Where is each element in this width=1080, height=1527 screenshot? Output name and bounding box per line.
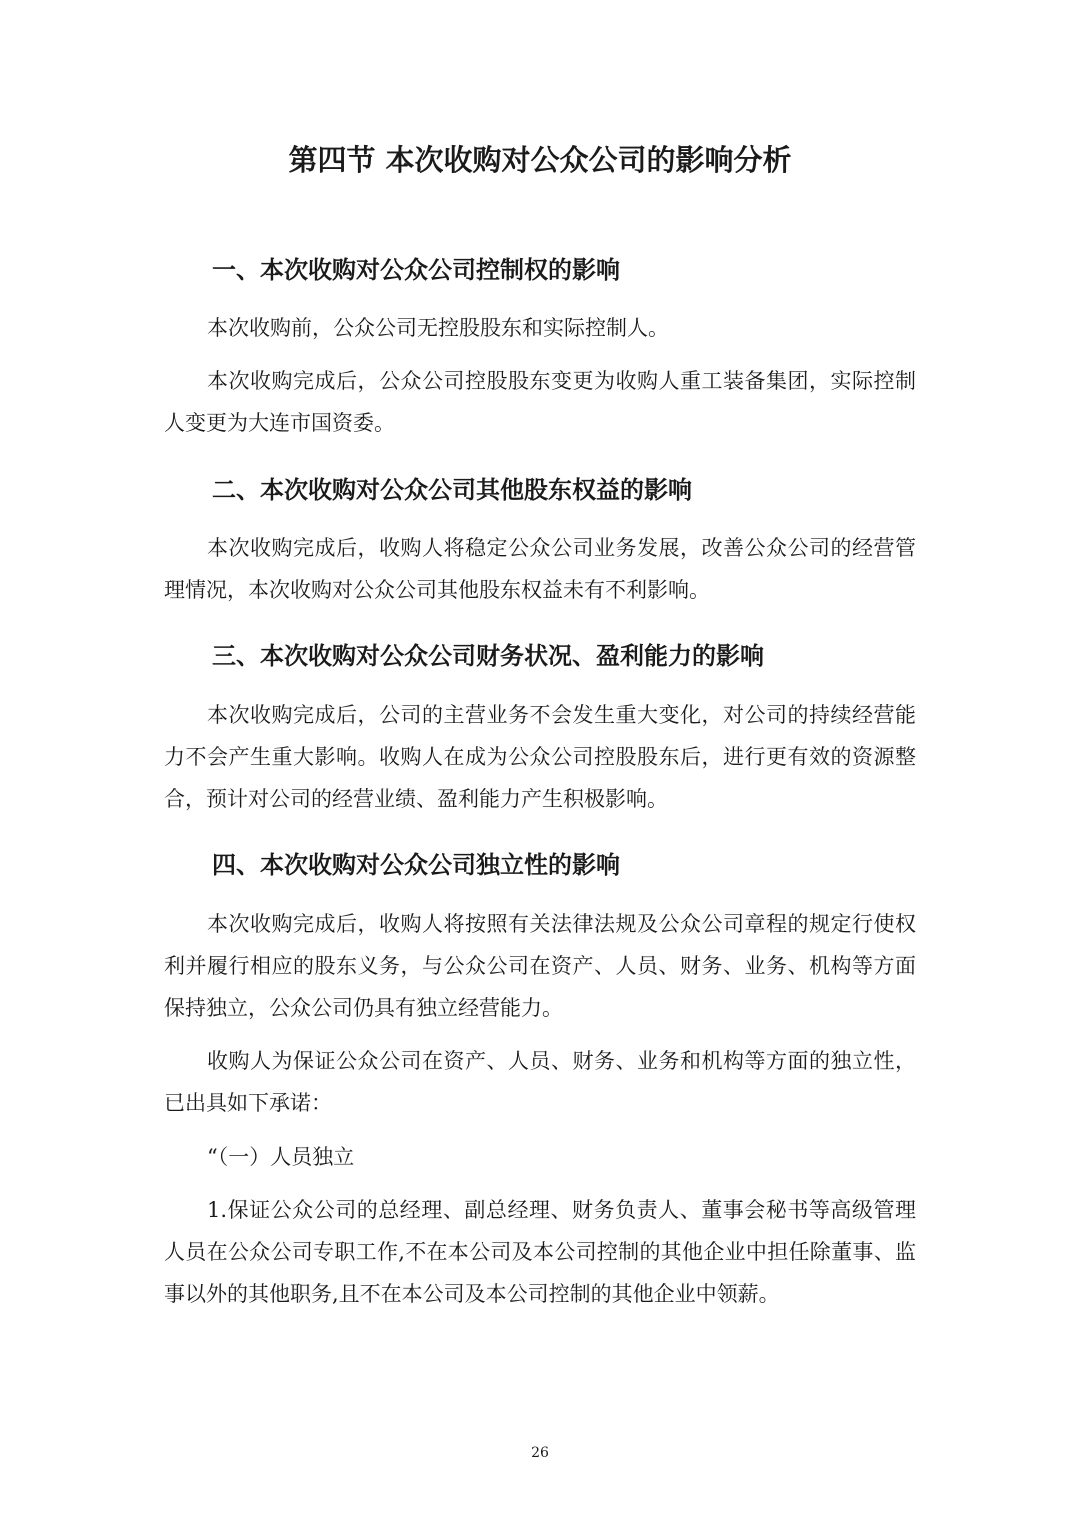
paragraph-financial: 本次收购完成后，公司的主营业务不会发生重大变化，对公司的持续经营能力不会产生重大影响。收购人在成为公众公司控股股东后，进行更有效的资源整合，预计对公司的经营业绩、盈利能力产生积极影响。: [164, 703, 916, 811]
paragraph-commitment-intro: 收购人为保证公众公司在资产、人员、财务、业务和机构等方面的独立性，已出具如下承诺：: [164, 1049, 916, 1115]
paragraph-control-after: 本次收购完成后，公众公司控股股东变更为收购人重工装备集团，实际控制人变更为大连市国资委。: [164, 369, 916, 435]
page-number: 26: [531, 1445, 549, 1461]
paragraph-independence: 本次收购完成后，收购人将按照有关法律法规及公众公司章程的规定行使权利并履行相应的股东义务，与公众公司在资产、人员、财务、业务、机构等方面保持独立，公众公司仍具有独立经营能力。: [164, 912, 916, 1020]
paragraph-control-before: 本次收购前，公众公司无控股股东和实际控制人。: [207, 316, 669, 340]
section-heading-independence: 四、本次收购对公众公司独立性的影响: [212, 851, 620, 879]
section-heading-financial: 三、本次收购对公众公司财务状况、盈利能力的影响: [212, 642, 764, 670]
paragraph-personnel-item-1: 1.保证公众公司的总经理、副总经理、财务负责人、董事会秘书等高级管理人员在公众公司专职工作,不在本公司及本公司控制的其他企业中担任除董事、监事以外的其他职务,且不在本公司及本公司控制的其他企业中领薪。: [164, 1198, 916, 1306]
page-title: 第四节 本次收购对公众公司的影响分析: [288, 143, 792, 177]
paragraph-shareholder-rights: 本次收购完成后，收购人将稳定公众公司业务发展，改善公众公司的经营管理情况，本次收购对公众公司其他股东权益未有不利影响。: [164, 536, 916, 602]
section-heading-control: 一、本次收购对公众公司控制权的影响: [212, 256, 620, 284]
paragraph-personnel-heading: “（一）人员独立: [207, 1145, 355, 1169]
section-heading-shareholder-rights: 二、本次收购对公众公司其他股东权益的影响: [212, 476, 692, 504]
